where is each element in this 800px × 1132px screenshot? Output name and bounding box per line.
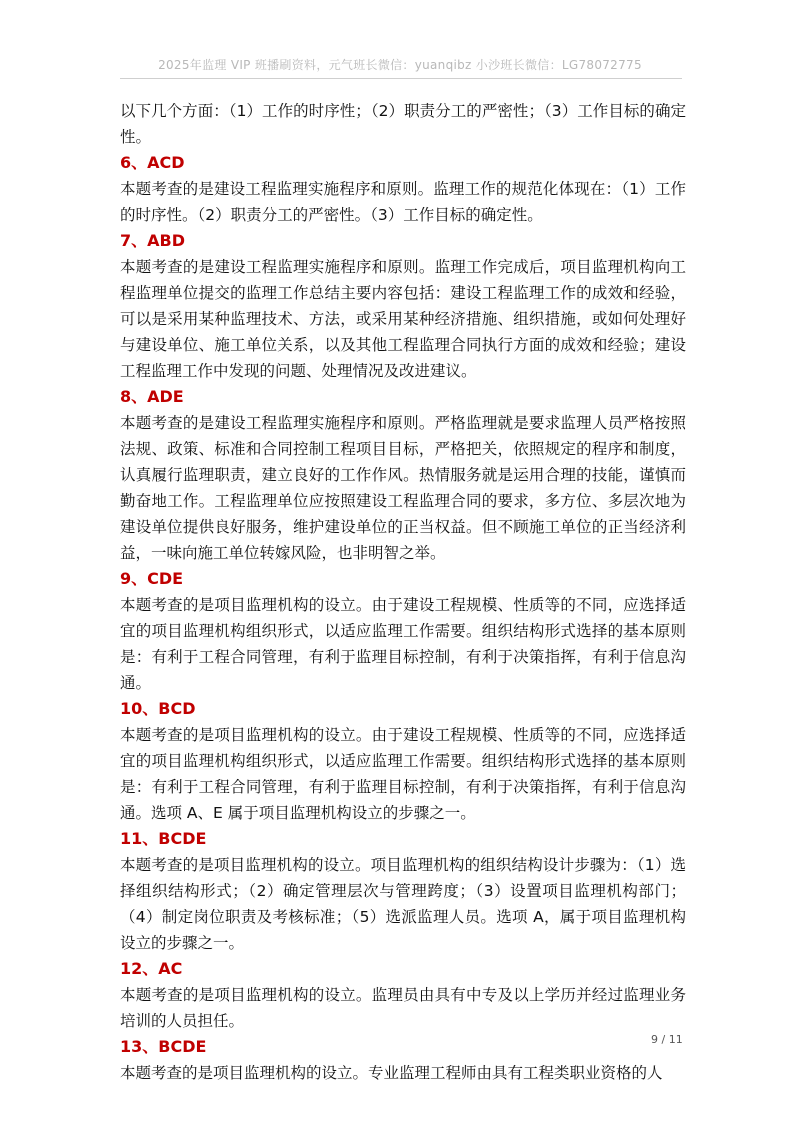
- explanation-paragraph: 本题考查的是项目监理机构的设立。由于建设工程规模、性质等的不同，应选择适宜的项目监理机构组织形式，以适应监理工作需要。组织结构形式选择的基本原则是：有利于工程合同管理，有利于监理目标控制，有利于决策指挥，有利于信息沟通。: [120, 596, 686, 692]
- page-header: 2025年监理 VIP 班播刷资料，元气班长微信：yuanqibz 小沙班长微信：LG78072775: [158, 58, 642, 72]
- explanation-paragraph: 本题考查的是建设工程监理实施程序和原则。严格监理就是要求监理人员严格按照法规、政策、标准和合同控制工程项目目标，严格把关，依照规定的程序和制度，认真履行监理职责，建立良好的工作作风。热情服务就是运用合理的技能，谨慎而勤奋地工作。工程监理单位应按照建设工程监理合同的要求，多方位、多层次地为建设单位提供良好服务，维护建设单位的正当权益。但不顾施工单位的正当经济利益，一味向施工单位转嫁风险，也非明智之举。: [120, 414, 686, 562]
- answer-heading: 12、AC: [120, 959, 183, 978]
- explanation-paragraph: 本题考查的是项目监理机构的设立。监理员由具有中专及以上学历并经过监理业务培训的人员担任。: [120, 986, 686, 1030]
- explanation-paragraph: 本题考查的是项目监理机构的设立。项目监理机构的组织结构设计步骤为：（1）选择组织结构形式；（2）确定管理层次与管理跨度；（3）设置项目监理机构部门；（4）制定岗位职责及考核标准；（5）选派监理人员。选项 A，属于项目监理机构设立的步骤之一。: [120, 856, 686, 952]
- page-number: 9 / 11: [651, 1033, 683, 1046]
- answer-heading: 13、BCDE: [120, 1037, 207, 1056]
- header-divider: [120, 78, 682, 79]
- intro-paragraph: 以下几个方面：（1）工作的时序性；（2）职责分工的严密性；（3）工作目标的确定性。: [120, 102, 686, 146]
- explanation-paragraph: 本题考查的是建设工程监理实施程序和原则。监理工作完成后，项目监理机构向工程监理单位提交的监理工作总结主要内容包括：建设工程监理工作的成效和经验，可以是采用某种监理技术、方法，或采用某种经济措施、组织措施，或如何处理好与建设单位、施工单位关系，以及其他工程监理合同执行方面的成效和经验；建设工程监理工作中发现的问题、处理情况及改进建议。: [120, 258, 686, 380]
- answer-heading: 6、ACD: [120, 153, 185, 172]
- explanation-paragraph: 本题考查的是项目监理机构的设立。由于建设工程规模、性质等的不同，应选择适宜的项目监理机构组织形式，以适应监理工作需要。组织结构形式选择的基本原则是：有利于工程合同管理，有利于监理目标控制，有利于决策指挥，有利于信息沟通。选项 A、E 属于项目监理机构设立的步骤之一。: [120, 726, 686, 822]
- answer-heading: 11、BCDE: [120, 829, 207, 848]
- document-body: [120, 98, 686, 1086]
- answer-heading: 9、CDE: [120, 569, 184, 588]
- explanation-paragraph: 本题考查的是项目监理机构的设立。专业监理工程师由具有工程类职业资格的人: [120, 1064, 663, 1082]
- explanation-paragraph: 本题考查的是建设工程监理实施程序和原则。监理工作的规范化体现在：（1）工作的时序性。（2）职责分工的严密性。（3）工作目标的确定性。: [120, 180, 686, 224]
- answer-heading: 7、ABD: [120, 231, 185, 250]
- answer-heading: 10、BCD: [120, 699, 196, 718]
- answer-heading: 8、ADE: [120, 387, 184, 406]
